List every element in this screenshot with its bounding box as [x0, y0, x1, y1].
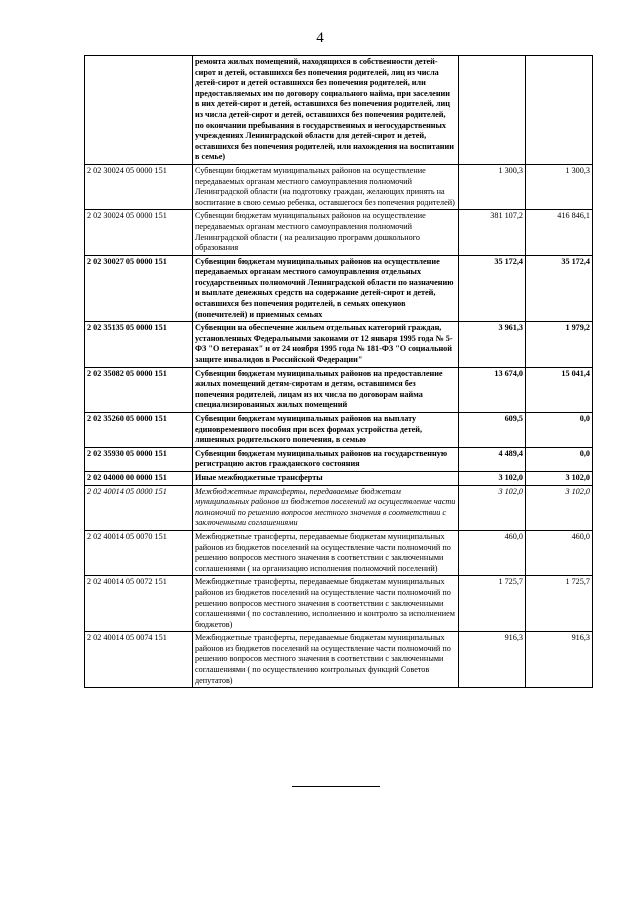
budget-revenue-table: [84, 55, 593, 688]
budget-code-cell: [85, 56, 193, 165]
amount-year1-cell: 13 674,0: [459, 367, 526, 412]
amount-year2-cell: 3 102,0: [526, 471, 593, 485]
description-cell: Субвенции бюджетам муниципальных районов на осуществление передаваемых органам местного самоуправления полномочий Ленинградской области (на подготовку граждан, желающих принять на воспитание в свою семью ребенка, оставшегося без попечения родителей): [193, 164, 459, 209]
budget-code-cell: 2 02 35082 05 0000 151: [85, 367, 193, 412]
amount-year2-cell: [526, 56, 593, 165]
amount-year2-cell: 35 172,4: [526, 255, 593, 322]
bottom-divider: [292, 786, 380, 787]
table-row: [85, 56, 593, 165]
amount-year2-cell: 1 979,2: [526, 322, 593, 367]
table-row: [85, 632, 593, 688]
amount-year2-cell: 0,0: [526, 413, 593, 448]
table-row: [85, 485, 593, 530]
description-cell: Межбюджетные трансферты, передаваемые бюджетам муниципальных районов из бюджетов поселений на осуществление части полномочий по решению вопросов местного значения в соответствии с заключенными соглашениями ( по составлению, исполнению и контролю за исполнением бюджетов): [193, 576, 459, 632]
table-row: [85, 447, 593, 471]
amount-year1-cell: 3 102,0: [459, 471, 526, 485]
amount-year1-cell: 4 489,4: [459, 447, 526, 471]
table-row: [85, 413, 593, 448]
page-number: 4: [316, 30, 324, 46]
budget-code-cell: 2 02 30027 05 0000 151: [85, 255, 193, 322]
amount-year1-cell: 381 107,2: [459, 210, 526, 255]
description-cell: Субвенции бюджетам муниципальных районов на осуществление передаваемых органам местного самоуправления отдельных государственных полномочий Ленинградской области по назначению и выплате денежных средств на содержание детей-сирот и детей, оставшихся без попечения родителей, в семьях опекунов (попечителей) и приемных семьях: [193, 255, 459, 322]
description-cell: Межбюджетные трансферты, передаваемые бюджетам муниципальных районов из бюджетов поселений на осуществление части полномочий по решению вопросов местного значения в соответствии с заключенными соглашениями: [193, 485, 459, 530]
amount-year1-cell: [459, 56, 526, 165]
amount-year1-cell: 3 102,0: [459, 485, 526, 530]
amount-year2-cell: 3 102,0: [526, 485, 593, 530]
amount-year1-cell: 609,5: [459, 413, 526, 448]
table-row: [85, 164, 593, 209]
budget-code-cell: 2 02 40014 05 0000 151: [85, 485, 193, 530]
amount-year2-cell: 416 846,1: [526, 210, 593, 255]
amount-year1-cell: 1 300,3: [459, 164, 526, 209]
amount-year2-cell: 1 725,7: [526, 576, 593, 632]
budget-code-cell: 2 02 30024 05 0000 151: [85, 210, 193, 255]
description-cell: Субвенции бюджетам муниципальных районов на предоставление жилых помещений детям-сиротам и детям, оставшимся без попечения родителей, лицам из их числа по договорам найма специализированных жилых помещений: [193, 367, 459, 412]
table-row: [85, 471, 593, 485]
budget-code-cell: 2 02 40014 05 0070 151: [85, 530, 193, 575]
budget-code-cell: 2 02 35135 05 0000 151: [85, 322, 193, 367]
description-cell: Иные межбюджетные трансферты: [193, 471, 459, 485]
amount-year1-cell: 3 961,3: [459, 322, 526, 367]
amount-year2-cell: 460,0: [526, 530, 593, 575]
description-cell: Межбюджетные трансферты, передаваемые бюджетам муниципальных районов из бюджетов поселений на осуществление части полномочий по решению вопросов местного значения в соответствии с заключенными соглашениями ( по осуществлению контрольных функций Советов депутатов): [193, 632, 459, 688]
table-row: [85, 367, 593, 412]
description-cell: Межбюджетные трансферты, передаваемые бюджетам муниципальных районов из бюджетов поселений на осуществление части полномочий по решению вопросов местного значения в соответствии с заключенными соглашениями ( на организацию исполнения полномочий поселений): [193, 530, 459, 575]
budget-code-cell: 2 02 40014 05 0074 151: [85, 632, 193, 688]
description-cell: Субвенции бюджетам муниципальных районов на осуществление передаваемых органам местного самоуправления полномочий Ленинградской области ( на реализацию программ дошкольного образования: [193, 210, 459, 255]
amount-year1-cell: 460,0: [459, 530, 526, 575]
description-cell: Субвенции бюджетам муниципальных районов на выплату единовременного пособия при всех формах устройства детей, лишенных родительского попечения, в семью: [193, 413, 459, 448]
table-row: [85, 322, 593, 367]
budget-code-cell: 2 02 40014 05 0072 151: [85, 576, 193, 632]
amount-year2-cell: 1 300,3: [526, 164, 593, 209]
table-row: [85, 255, 593, 322]
table-row: [85, 210, 593, 255]
budget-code-cell: 2 02 35260 05 0000 151: [85, 413, 193, 448]
description-cell: Субвенции на обеспечение жильем отдельных категорий граждан, установленных Федеральными законами от 12 января 1995 года № 5-ФЗ "О ветеранах" и от 24 ноября 1995 года № 181-ФЗ "О социальной защите инвалидов в Российской Федерации": [193, 322, 459, 367]
amount-year1-cell: 916,3: [459, 632, 526, 688]
description-cell: ремонта жилых помещений, находящихся в собственности детей-сирот и детей, оставшихся без попечения родителей, лиц из числа детей-сирот и детей оставшихся без попечения родителей, или предоставляемых им по договору социального найма, при заселении в них детей-сирот и детей, оставшихся без попечения родителей, лиц из числа детей-сирот и детей, оставшихся без попечения родителей, по окончании пребывания в государственных и негосударственных учреждениях Ленинградской области для детей-сирот и детей, оставшихся без попечения родителей, или нахождения на воспитании в семье): [193, 56, 459, 165]
amount-year1-cell: 35 172,4: [459, 255, 526, 322]
budget-code-cell: 2 02 04000 00 0000 151: [85, 471, 193, 485]
budget-code-cell: 2 02 30024 05 0000 151: [85, 164, 193, 209]
description-cell: Субвенции бюджетам муниципальных районов на государственную регистрацию актов гражданского состояния: [193, 447, 459, 471]
table-row: [85, 530, 593, 575]
amount-year2-cell: 916,3: [526, 632, 593, 688]
amount-year2-cell: 15 041,4: [526, 367, 593, 412]
amount-year2-cell: 0,0: [526, 447, 593, 471]
table-body: [85, 56, 593, 688]
table-row: [85, 576, 593, 632]
budget-code-cell: 2 02 35930 05 0000 151: [85, 447, 193, 471]
amount-year1-cell: 1 725,7: [459, 576, 526, 632]
